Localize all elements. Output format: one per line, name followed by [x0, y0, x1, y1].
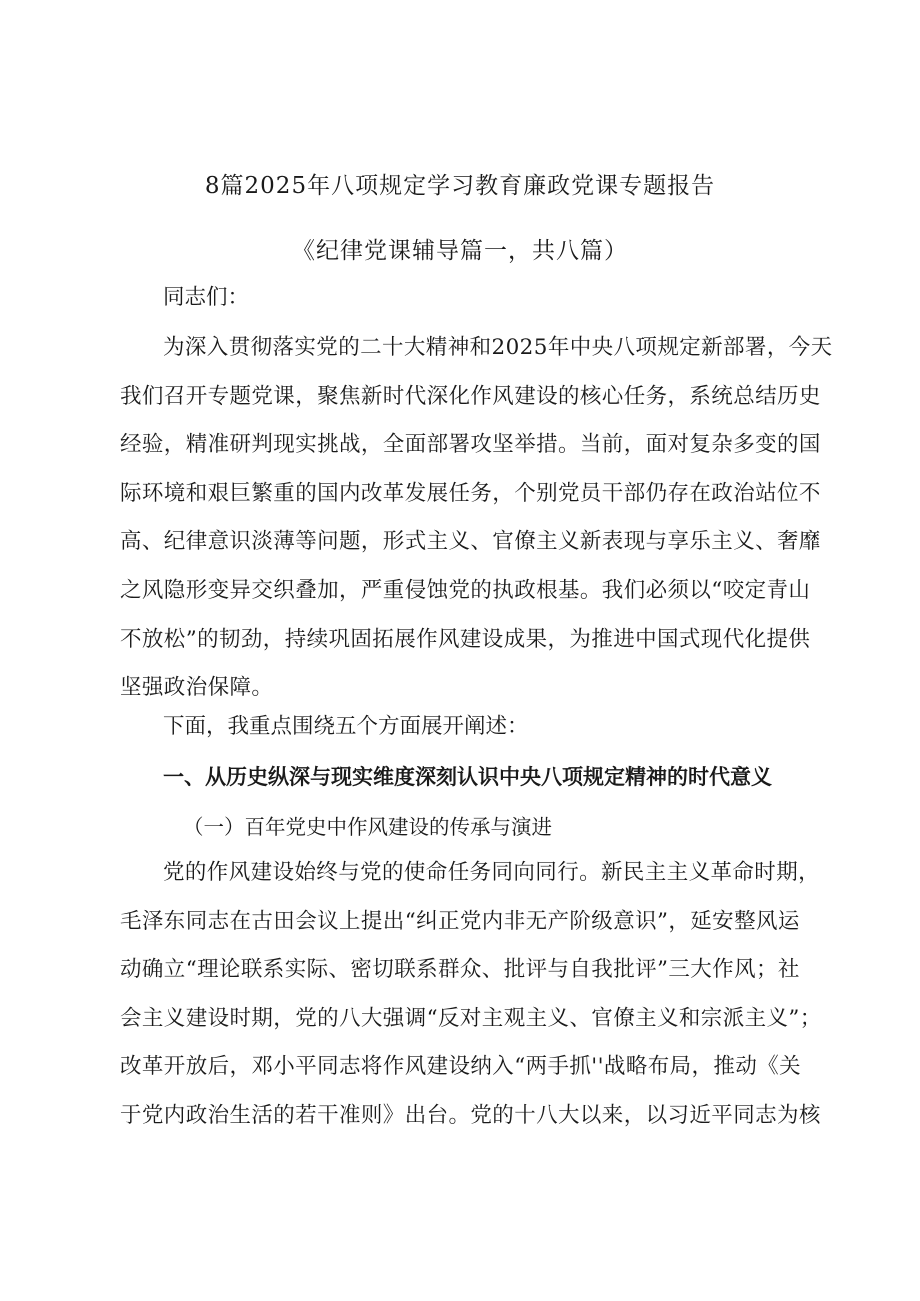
paragraph-line: 改革开放后，邓小平同志将作风建设纳入“两手抓''战略布局，推动《关: [120, 1054, 802, 1080]
paragraph-line: 经验，精准研判现实挑战，全面部署攻坚举措。当前，面对复杂多变的国: [120, 432, 821, 458]
paragraph-line: 为深入贯彻落实党的二十大精神和2025年中央八项规定新部署，今天: [163, 335, 833, 360]
document-title: 8篇2025年八项规定学习教育廉政党课专题报告: [204, 173, 716, 199]
paragraph-line: 毛泽东同志在古田会议上提出“纠正党内非无产阶级意识”，延安整风运: [120, 908, 800, 934]
paragraph-line: 会主义建设时期，党的八大强调“反对主观主义、官僚主义和宗派主义”；: [120, 1005, 822, 1031]
intro-paragraph: [120, 324, 833, 713]
paragraph-line: 际环境和艰巨繁重的国内改革发展任务，个别党员干部仍存在政治站位不: [120, 480, 821, 506]
paragraph-line: 不放松”的韧劲，持续巩固拓展作风建设成果，为推进中国式现代化提供: [120, 626, 811, 652]
paragraph-line: 之风隐形变异交织叠加，严重侵蚀党的执政根基。我们必须以“咬定青山: [120, 577, 811, 603]
document-subtitle: 《纪律党课辅导篇一，共八篇）: [292, 238, 628, 264]
paragraph-line: 动确立“理论联系实际、密切联系群众、批评与自我批评”三大作风；社: [120, 957, 800, 983]
paragraph-line: 高、纪律意识淡薄等问题，形式主义、官僚主义新表现与享乐主义、奢靡: [120, 529, 821, 555]
paragraph-line: 坚强政治保障。: [120, 675, 274, 701]
paragraph-line: 我们召开专题党课，聚焦新时代深化作风建设的核心任务，系统总结历史: [120, 383, 821, 409]
subsection-heading: （一）百年党史中作风建设的传承与演进: [183, 815, 552, 839]
paragraph-line: 党的作风建设始终与党的使命任务同向同行。新民主主义革命时期，: [163, 860, 821, 885]
salutation: 同志们：: [163, 285, 250, 310]
paragraph-line: 于党内政治生活的若干准则》出台。党的十八大以来，以习近平同志为核: [120, 1102, 821, 1128]
section-heading: 一、从历史纵深与现实维度深刻认识中央八项规定精神的时代意义: [163, 765, 772, 789]
outline-intro: 下面，我重点围绕五个方面展开阐述：: [163, 714, 529, 739]
subsection-paragraph: [120, 849, 820, 1141]
